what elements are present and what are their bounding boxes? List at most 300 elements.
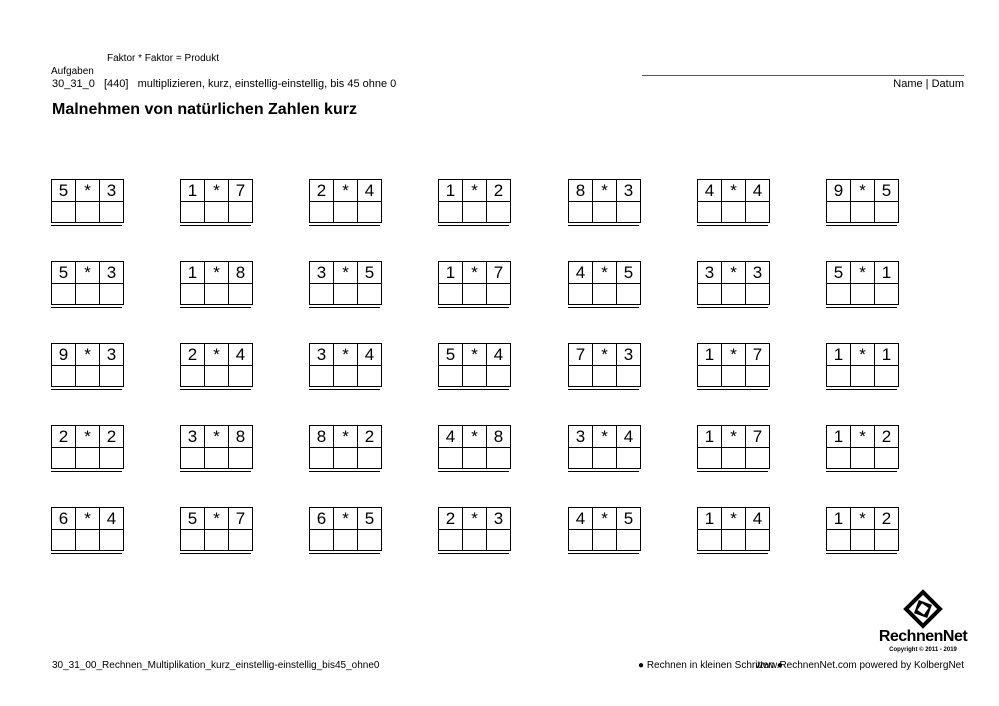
operator: *	[463, 344, 487, 366]
answer-cell[interactable]	[593, 284, 617, 305]
answer-cell[interactable]	[698, 366, 722, 387]
answer-cell[interactable]	[439, 448, 463, 469]
factor-2: 1	[875, 262, 899, 284]
result-underline	[438, 225, 509, 226]
answer-cell[interactable]	[617, 366, 641, 387]
operator: *	[463, 426, 487, 448]
operator: *	[851, 344, 875, 366]
factor-2: 3	[100, 344, 124, 366]
operator: *	[463, 262, 487, 284]
multiplication-task	[826, 179, 897, 226]
factor-2: 3	[617, 180, 641, 202]
answer-cell[interactable]	[487, 448, 511, 469]
factor-2: 7	[229, 180, 253, 202]
factor-1: 2	[310, 180, 334, 202]
factor-1: 3	[310, 344, 334, 366]
answer-cell[interactable]	[827, 366, 851, 387]
operator: *	[593, 508, 617, 530]
answer-cell[interactable]	[229, 448, 253, 469]
result-underline	[568, 471, 639, 472]
task-table	[438, 343, 511, 387]
multiplication-task	[180, 425, 251, 472]
factor-2: 2	[875, 426, 899, 448]
multiplication-task	[826, 425, 897, 472]
answer-cell[interactable]	[827, 530, 851, 551]
factor-2: 2	[875, 508, 899, 530]
factor-1: 1	[439, 180, 463, 202]
worksheet-description: multiplizieren, kurz, einstellig-einstellig, bis 45 ohne 0	[137, 78, 397, 90]
answer-cell[interactable]	[463, 366, 487, 387]
operator: *	[851, 426, 875, 448]
worksheet-number: [440]	[104, 78, 129, 90]
answer-cell[interactable]	[334, 448, 358, 469]
formula-label: Faktor * Faktor = Produkt	[107, 53, 219, 64]
result-underline	[438, 471, 509, 472]
operator: *	[76, 344, 100, 366]
factor-1: 4	[439, 426, 463, 448]
multiplication-task	[826, 507, 897, 554]
operator: *	[76, 262, 100, 284]
answer-cell[interactable]	[100, 448, 124, 469]
multiplication-task	[309, 179, 380, 226]
task-table	[826, 425, 899, 469]
answer-cell[interactable]	[310, 530, 334, 551]
name-date-line	[642, 75, 964, 76]
answer-cell[interactable]	[52, 202, 76, 223]
answer-cell[interactable]	[358, 530, 382, 551]
answer-cell[interactable]	[487, 202, 511, 223]
result-underline	[826, 471, 897, 472]
multiplication-task	[568, 343, 639, 390]
answer-cell[interactable]	[617, 448, 641, 469]
factor-2: 1	[875, 344, 899, 366]
operator: *	[851, 262, 875, 284]
answer-cell[interactable]	[827, 284, 851, 305]
multiplication-task	[309, 261, 380, 308]
task-table	[826, 343, 899, 387]
result-underline	[568, 389, 639, 390]
answer-cell[interactable]	[205, 530, 229, 551]
answer-cell[interactable]	[76, 202, 100, 223]
multiplication-task	[51, 343, 122, 390]
answer-cell[interactable]	[569, 366, 593, 387]
answer-cell[interactable]	[334, 202, 358, 223]
multiplication-task	[568, 261, 639, 308]
task-table	[826, 261, 899, 305]
operator: *	[334, 426, 358, 448]
factor-2: 4	[487, 344, 511, 366]
task-table	[180, 261, 253, 305]
factor-1: 5	[52, 180, 76, 202]
operator: *	[76, 508, 100, 530]
worksheet-code-line	[52, 78, 396, 90]
factor-2: 5	[617, 262, 641, 284]
task-table	[438, 261, 511, 305]
task-table	[568, 261, 641, 305]
answer-cell[interactable]	[76, 284, 100, 305]
answer-cell[interactable]	[439, 202, 463, 223]
factor-2: 3	[617, 344, 641, 366]
multiplication-task	[438, 507, 509, 554]
footer-slogan: ● Rechnen in kleinen Schritten ●	[638, 660, 783, 671]
factor-2: 7	[746, 344, 770, 366]
factor-1: 1	[827, 508, 851, 530]
factor-2: 4	[358, 344, 382, 366]
factor-1: 2	[181, 344, 205, 366]
answer-cell[interactable]	[463, 202, 487, 223]
task-table	[51, 343, 124, 387]
answer-cell[interactable]	[310, 448, 334, 469]
answer-cell[interactable]	[617, 530, 641, 551]
task-table	[697, 425, 770, 469]
operator: *	[722, 426, 746, 448]
factor-1: 4	[698, 180, 722, 202]
factor-1: 4	[569, 508, 593, 530]
operator: *	[851, 180, 875, 202]
result-underline	[51, 225, 122, 226]
factor-2: 7	[487, 262, 511, 284]
answer-cell[interactable]	[569, 448, 593, 469]
answer-cell[interactable]	[722, 202, 746, 223]
answer-cell[interactable]	[617, 202, 641, 223]
multiplication-task	[438, 261, 509, 308]
operator: *	[722, 180, 746, 202]
factor-1: 1	[827, 426, 851, 448]
result-underline	[180, 389, 251, 390]
result-underline	[697, 307, 768, 308]
answer-cell[interactable]	[52, 366, 76, 387]
factor-1: 3	[698, 262, 722, 284]
answer-cell[interactable]	[181, 202, 205, 223]
factor-2: 4	[229, 344, 253, 366]
answer-cell[interactable]	[487, 530, 511, 551]
answer-cell[interactable]	[358, 448, 382, 469]
answer-cell[interactable]	[358, 284, 382, 305]
task-table	[180, 507, 253, 551]
factor-1: 9	[827, 180, 851, 202]
answer-cell[interactable]	[358, 366, 382, 387]
answer-cell[interactable]	[593, 530, 617, 551]
result-underline	[826, 225, 897, 226]
result-underline	[180, 553, 251, 554]
factor-1: 1	[698, 344, 722, 366]
result-underline	[697, 225, 768, 226]
answer-cell[interactable]	[100, 284, 124, 305]
aufgaben-label: Aufgaben	[51, 66, 94, 77]
answer-cell[interactable]	[181, 530, 205, 551]
answer-cell[interactable]	[181, 448, 205, 469]
answer-cell[interactable]	[698, 284, 722, 305]
multiplication-task	[697, 261, 768, 308]
multiplication-task	[697, 507, 768, 554]
factor-1: 5	[181, 508, 205, 530]
task-table	[51, 179, 124, 223]
answer-cell[interactable]	[334, 284, 358, 305]
multiplication-task	[697, 343, 768, 390]
factor-2: 5	[358, 508, 382, 530]
multiplication-task	[438, 179, 509, 226]
task-table	[180, 179, 253, 223]
operator: *	[593, 262, 617, 284]
multiplication-task	[826, 343, 897, 390]
answer-cell[interactable]	[875, 366, 899, 387]
result-underline	[697, 389, 768, 390]
answer-cell[interactable]	[334, 366, 358, 387]
footer-url: www.RechnenNet.com powered by KolbergNet	[755, 660, 964, 671]
factor-1: 5	[439, 344, 463, 366]
answer-cell[interactable]	[52, 284, 76, 305]
factor-2: 3	[100, 262, 124, 284]
operator: *	[463, 508, 487, 530]
operator: *	[593, 180, 617, 202]
result-underline	[438, 307, 509, 308]
multiplication-task	[309, 425, 380, 472]
result-underline	[438, 553, 509, 554]
logo-name: RechnenNet	[878, 628, 968, 645]
multiplication-task	[51, 179, 122, 226]
answer-cell[interactable]	[698, 530, 722, 551]
factor-1: 1	[439, 262, 463, 284]
answer-cell[interactable]	[310, 366, 334, 387]
factor-1: 1	[698, 508, 722, 530]
answer-cell[interactable]	[617, 284, 641, 305]
result-underline	[180, 225, 251, 226]
answer-cell[interactable]	[358, 202, 382, 223]
answer-cell[interactable]	[851, 448, 875, 469]
logo-copyright: Copyright © 2011 - 2019	[889, 647, 957, 653]
factor-2: 5	[617, 508, 641, 530]
multiplication-task	[51, 425, 122, 472]
operator: *	[722, 262, 746, 284]
operator: *	[205, 508, 229, 530]
answer-cell[interactable]	[310, 284, 334, 305]
operator: *	[593, 426, 617, 448]
answer-cell[interactable]	[827, 202, 851, 223]
factor-1: 2	[52, 426, 76, 448]
answer-cell[interactable]	[722, 284, 746, 305]
factor-1: 4	[569, 262, 593, 284]
answer-cell[interactable]	[851, 284, 875, 305]
multiplication-task	[826, 261, 897, 308]
rechnennet-logo-icon	[902, 588, 944, 630]
rechnennet-logo	[878, 588, 968, 658]
factor-1: 3	[181, 426, 205, 448]
result-underline	[697, 471, 768, 472]
answer-cell[interactable]	[593, 202, 617, 223]
answer-cell[interactable]	[746, 366, 770, 387]
multiplication-task	[180, 343, 251, 390]
answer-cell[interactable]	[100, 202, 124, 223]
answer-cell[interactable]	[181, 366, 205, 387]
answer-cell[interactable]	[205, 284, 229, 305]
task-table	[826, 507, 899, 551]
answer-cell[interactable]	[875, 448, 899, 469]
factor-2: 4	[100, 508, 124, 530]
answer-cell[interactable]	[746, 202, 770, 223]
factor-2: 4	[746, 180, 770, 202]
answer-cell[interactable]	[205, 448, 229, 469]
answer-cell[interactable]	[76, 530, 100, 551]
operator: *	[593, 344, 617, 366]
factor-2: 4	[746, 508, 770, 530]
answer-cell[interactable]	[229, 530, 253, 551]
factor-1: 1	[698, 426, 722, 448]
answer-cell[interactable]	[851, 366, 875, 387]
answer-cell[interactable]	[593, 448, 617, 469]
answer-cell[interactable]	[229, 284, 253, 305]
result-underline	[309, 389, 380, 390]
answer-cell[interactable]	[569, 530, 593, 551]
result-underline	[568, 553, 639, 554]
task-table	[697, 179, 770, 223]
result-underline	[180, 471, 251, 472]
operator: *	[205, 180, 229, 202]
factor-1: 3	[569, 426, 593, 448]
result-underline	[568, 225, 639, 226]
factor-1: 8	[569, 180, 593, 202]
multiplication-task	[697, 179, 768, 226]
answer-cell[interactable]	[569, 284, 593, 305]
answer-cell[interactable]	[722, 448, 746, 469]
multiplication-task	[568, 507, 639, 554]
answer-cell[interactable]	[52, 530, 76, 551]
factor-2: 5	[875, 180, 899, 202]
answer-cell[interactable]	[334, 530, 358, 551]
result-underline	[568, 307, 639, 308]
answer-cell[interactable]	[722, 366, 746, 387]
task-table	[51, 507, 124, 551]
operator: *	[334, 508, 358, 530]
multiplication-task	[438, 343, 509, 390]
answer-cell[interactable]	[746, 448, 770, 469]
answer-cell[interactable]	[439, 366, 463, 387]
operator: *	[76, 426, 100, 448]
answer-cell[interactable]	[463, 284, 487, 305]
answer-cell[interactable]	[875, 530, 899, 551]
answer-cell[interactable]	[746, 284, 770, 305]
multiplication-task	[568, 179, 639, 226]
answer-cell[interactable]	[229, 202, 253, 223]
operator: *	[722, 508, 746, 530]
result-underline	[51, 389, 122, 390]
task-table	[568, 179, 641, 223]
answer-cell[interactable]	[827, 448, 851, 469]
answer-cell[interactable]	[310, 202, 334, 223]
task-table	[180, 343, 253, 387]
answer-cell[interactable]	[439, 530, 463, 551]
operator: *	[334, 180, 358, 202]
task-table	[568, 425, 641, 469]
factor-2: 3	[100, 180, 124, 202]
result-underline	[697, 553, 768, 554]
multiplication-task	[51, 261, 122, 308]
result-underline	[51, 553, 122, 554]
multiplication-task	[438, 425, 509, 472]
factor-1: 6	[52, 508, 76, 530]
factor-2: 3	[746, 262, 770, 284]
answer-cell[interactable]	[181, 284, 205, 305]
factor-1: 1	[181, 262, 205, 284]
answer-cell[interactable]	[487, 366, 511, 387]
answer-cell[interactable]	[698, 202, 722, 223]
answer-cell[interactable]	[875, 284, 899, 305]
factor-2: 7	[229, 508, 253, 530]
answer-cell[interactable]	[463, 448, 487, 469]
operator: *	[205, 344, 229, 366]
result-underline	[309, 307, 380, 308]
answer-cell[interactable]	[569, 202, 593, 223]
task-table	[309, 261, 382, 305]
task-table	[697, 261, 770, 305]
factor-2: 3	[487, 508, 511, 530]
answer-cell[interactable]	[76, 366, 100, 387]
task-table	[51, 261, 124, 305]
factor-2: 4	[358, 180, 382, 202]
result-underline	[309, 225, 380, 226]
task-table	[309, 425, 382, 469]
answer-cell[interactable]	[722, 530, 746, 551]
multiplication-task	[180, 179, 251, 226]
answer-cell[interactable]	[593, 366, 617, 387]
answer-cell[interactable]	[698, 448, 722, 469]
multiplication-task	[309, 507, 380, 554]
factor-1: 9	[52, 344, 76, 366]
result-underline	[309, 553, 380, 554]
factor-1: 1	[827, 344, 851, 366]
multiplication-task	[180, 507, 251, 554]
answer-cell[interactable]	[746, 530, 770, 551]
factor-1: 2	[439, 508, 463, 530]
task-table	[697, 507, 770, 551]
operator: *	[205, 426, 229, 448]
result-underline	[51, 471, 122, 472]
answer-cell[interactable]	[875, 202, 899, 223]
operator: *	[722, 344, 746, 366]
factor-1: 5	[827, 262, 851, 284]
factor-2: 2	[358, 426, 382, 448]
factor-2: 8	[229, 426, 253, 448]
answer-cell[interactable]	[463, 530, 487, 551]
answer-cell[interactable]	[439, 284, 463, 305]
footer-filename: 30_31_00_Rechnen_Multiplikation_kurz_einstellig-einstellig_bis45_ohne0	[52, 660, 380, 671]
factor-2: 7	[746, 426, 770, 448]
result-underline	[826, 553, 897, 554]
task-table	[826, 179, 899, 223]
task-table	[438, 179, 511, 223]
answer-cell[interactable]	[52, 448, 76, 469]
result-underline	[438, 389, 509, 390]
answer-cell[interactable]	[76, 448, 100, 469]
worksheet-code: 30_31_0	[52, 78, 95, 90]
multiplication-task	[697, 425, 768, 472]
factor-1: 7	[569, 344, 593, 366]
answer-cell[interactable]	[851, 202, 875, 223]
operator: *	[463, 180, 487, 202]
operator: *	[334, 344, 358, 366]
answer-cell[interactable]	[100, 530, 124, 551]
factor-2: 2	[487, 180, 511, 202]
answer-cell[interactable]	[487, 284, 511, 305]
answer-cell[interactable]	[851, 530, 875, 551]
answer-cell[interactable]	[100, 366, 124, 387]
factor-1: 6	[310, 508, 334, 530]
answer-cell[interactable]	[205, 366, 229, 387]
factor-2: 5	[358, 262, 382, 284]
answer-cell[interactable]	[229, 366, 253, 387]
task-table	[180, 425, 253, 469]
result-underline	[826, 307, 897, 308]
answer-cell[interactable]	[205, 202, 229, 223]
